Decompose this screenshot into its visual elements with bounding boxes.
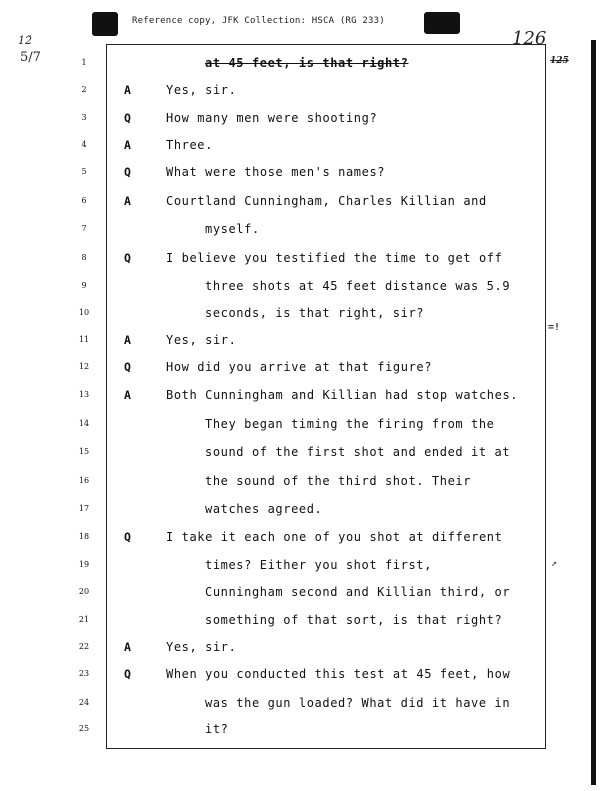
transcript-text: Yes, sir.	[166, 83, 237, 97]
line-number: 7	[81, 224, 87, 233]
transcript-line	[0, 276, 612, 296]
transcript-text: the sound of the third shot. Their	[205, 474, 472, 488]
line-number: 4	[81, 140, 87, 149]
transcript-line	[0, 330, 612, 350]
transcript-line	[0, 610, 612, 630]
transcript-text: When you conducted this test at 45 feet, how	[166, 667, 511, 681]
transcript-text: What were those men's names?	[166, 165, 386, 179]
line-number: 18	[78, 532, 90, 541]
margin-tick-mark: =!	[548, 322, 561, 333]
transcript-line	[0, 162, 612, 182]
transcript-text: something of that sort, is that right?	[205, 613, 503, 627]
speaker-label: Q	[124, 667, 131, 681]
transcript-text: Yes, sir.	[166, 333, 237, 347]
margin-page-left: 5/7	[20, 50, 41, 65]
speaker-label: Q	[124, 530, 131, 544]
scan-blot-right	[424, 12, 460, 34]
speaker-label: A	[124, 138, 131, 152]
line-number: 5	[81, 167, 87, 176]
speaker-label: Q	[124, 111, 131, 125]
margin-tick-mark: ↗	[551, 558, 558, 569]
transcript-text: it?	[205, 722, 229, 736]
speaker-label: Q	[124, 165, 131, 179]
line-number: 2	[81, 85, 87, 94]
line-number: 20	[78, 587, 90, 596]
transcript-text: Both Cunningham and Killian had stop watches.	[166, 388, 519, 402]
transcript-text: sound of the first shot and ended it at	[205, 445, 511, 459]
transcript-line	[0, 191, 612, 211]
transcript-line	[0, 135, 612, 155]
line-number: 8	[81, 253, 87, 262]
transcript-line	[0, 248, 612, 268]
transcript-text: seconds, is that right, sir?	[205, 306, 425, 320]
transcript-line	[0, 303, 612, 323]
transcript-text: Yes, sir.	[166, 640, 237, 654]
speaker-label: Q	[124, 251, 131, 265]
line-number: 1	[81, 58, 87, 67]
line-number: 25	[78, 724, 90, 733]
line-number: 14	[78, 419, 90, 428]
transcript-text: Three.	[166, 138, 213, 152]
line-number: 19	[78, 560, 90, 569]
transcript-line	[0, 637, 612, 657]
transcript-line	[0, 582, 612, 602]
line-number: 11	[78, 335, 90, 344]
transcript-text: was the gun loaded? What did it have in	[205, 696, 511, 710]
line-number: 3	[81, 113, 87, 122]
transcript-text: myself.	[205, 222, 260, 236]
line-number: 24	[78, 698, 90, 707]
transcript-line	[0, 357, 612, 377]
transcript-text: three shots at 45 feet distance was 5.9	[205, 279, 511, 293]
transcript-line	[0, 385, 612, 405]
line-number: 22	[78, 642, 90, 651]
transcript-line	[0, 499, 612, 519]
line-number: 9	[81, 281, 87, 290]
transcript-line	[0, 555, 612, 575]
transcript-text: I take it each one of you shot at different	[166, 530, 503, 544]
line-number: 6	[81, 196, 87, 205]
line-number: 21	[78, 615, 90, 624]
transcript-text: watches agreed.	[205, 502, 323, 516]
transcript-text: times? Either you shot first,	[205, 558, 432, 572]
line-number: 17	[78, 504, 90, 513]
speaker-label: A	[124, 83, 131, 97]
speaker-label: A	[124, 388, 131, 402]
transcript-text: at 45 feet, is that right?	[205, 56, 409, 70]
transcript-line	[0, 527, 612, 547]
scan-blot-left	[92, 12, 118, 36]
speaker-label: A	[124, 640, 131, 654]
margin-page-right: 126	[512, 28, 547, 49]
transcript-line	[0, 664, 612, 684]
transcript-text: Courtland Cunningham, Charles Killian and	[166, 194, 487, 208]
line-number: 12	[78, 362, 90, 371]
reference-header: Reference copy, JFK Collection: HSCA (RG 233)	[132, 16, 385, 26]
line-number: 13	[78, 390, 90, 399]
transcript-line	[0, 414, 612, 434]
line-number: 10	[78, 308, 90, 317]
transcript-text: They began timing the firing from the	[205, 417, 495, 431]
transcript-line	[0, 693, 612, 713]
transcript-text: How did you arrive at that figure?	[166, 360, 433, 374]
transcript-line	[0, 719, 612, 739]
transcript-line	[0, 442, 612, 462]
transcript-text: Cunningham second and Killian third, or	[205, 585, 511, 599]
transcript-line	[0, 80, 612, 100]
margin-mark-right: 125	[550, 56, 569, 66]
speaker-label: A	[124, 194, 131, 208]
transcript-line	[0, 471, 612, 491]
transcript-line	[0, 108, 612, 128]
line-number: 15	[78, 447, 90, 456]
margin-note-top-left: 12̆	[18, 34, 32, 47]
speaker-label: A	[124, 333, 131, 347]
speaker-label: Q	[124, 360, 131, 374]
line-number: 23	[78, 669, 90, 678]
line-number: 16	[78, 476, 90, 485]
transcript-line	[0, 219, 612, 239]
transcript-text: How many men were shooting?	[166, 111, 378, 125]
transcript-line	[0, 53, 612, 73]
transcript-text: I believe you testified the time to get off	[166, 251, 503, 265]
